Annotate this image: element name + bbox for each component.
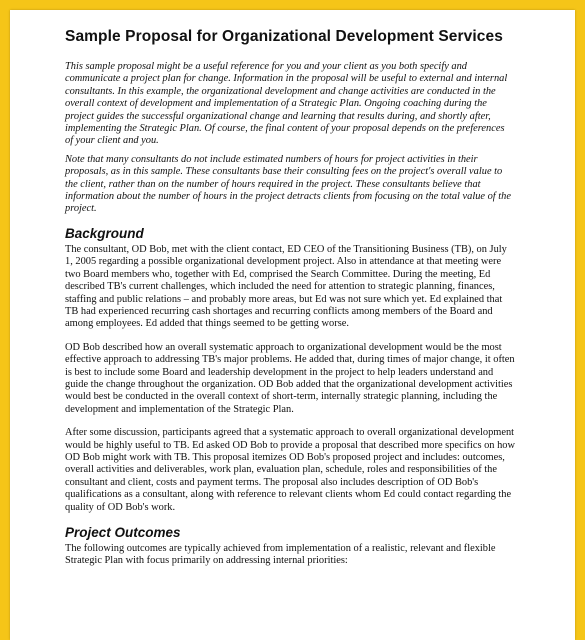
project-outcomes-heading: Project Outcomes	[65, 525, 181, 540]
intro-paragraph-2: Note that many consultants do not include estimated numbers of hours for project activities in their proposals, as in this sample. These consultants base their consulting fees on the project's overall value to the client, rather than on the number of hours required in the project. These consultants believe that information about the number of hours in the project detracts clients from focusing on the total value of the project.	[65, 153, 511, 215]
document-title: Sample Proposal for Organizational Development Services	[65, 28, 503, 45]
background-paragraph-3: After some discussion, participants agreed that a systematic approach to overall organizational development would be highly useful to TB. Ed asked OD Bob to provide a proposal that described more specifics on how OD Bob might work with TB. This proposal itemizes OD Bob's proposed project and includes: outcomes, overall activities and deliverables, work plan, evaluation plan, schedule, roles and responsibilities of the consultant and client, costs and payment terms. The proposal also includes description of OD Bob's qualifications as a consultant, along with reference to relevant clients whom Ed could contact regarding the quality of OD Bob's work.	[65, 427, 515, 513]
project-outcomes-paragraph-1: The following outcomes are typically achieved from implementation of a realistic, relevant and flexible Strategic Plan with focus primarily on addressing internal priorities:	[65, 543, 496, 567]
background-heading: Background	[65, 225, 144, 241]
intro-paragraph-1: This sample proposal might be a useful reference for you and your client as you both specify and communicate a project plan for change. Information in the proposal will be useful to external and internal consultants. In this example, the organizational development and change activities are conducted in the overall context of development and implementation of a Strategic Plan. Ongoing coaching during the project guides the successful organizational change and learning that results during, and shortly after, implementing the Strategic Plan. Of course, the final content of your proposal depends on the preferences of your client and you.	[65, 61, 508, 147]
document-page	[10, 10, 575, 640]
document-content	[65, 28, 515, 579]
background-paragraph-2: OD Bob described how an overall systematic approach to organizational development would be the most effective approach to addressing TB's major problems. He added that, during times of major change, it often is best to include some Board and leadership development in the project to help leaders understand and guide the change throughout the organization. OD Bob added that the organizational development activities would best be conducted in the overall context of short-term, internally strategic planning, including the development and implementation of the Strategic Plan.	[65, 341, 515, 415]
background-paragraph-1: The consultant, OD Bob, met with the client contact, ED CEO of the Transitioning Business (TB), on July 1, 2005 regarding a possible organizational development project. Also in attendance at that meeting were two Board members who, together with Ed, comprised the Search Committee. During the meeting, Ed described TB's current challenges, which included the need for attention to strategic planning, finances, staffing and public relations – and probably more areas, but Ed was not sure which yet. Ed explained that TB had experienced recurring cash shortages and recurring conflicts among members of the Board and among employees. Ed added that things seemed to be getting worse.	[65, 243, 507, 330]
